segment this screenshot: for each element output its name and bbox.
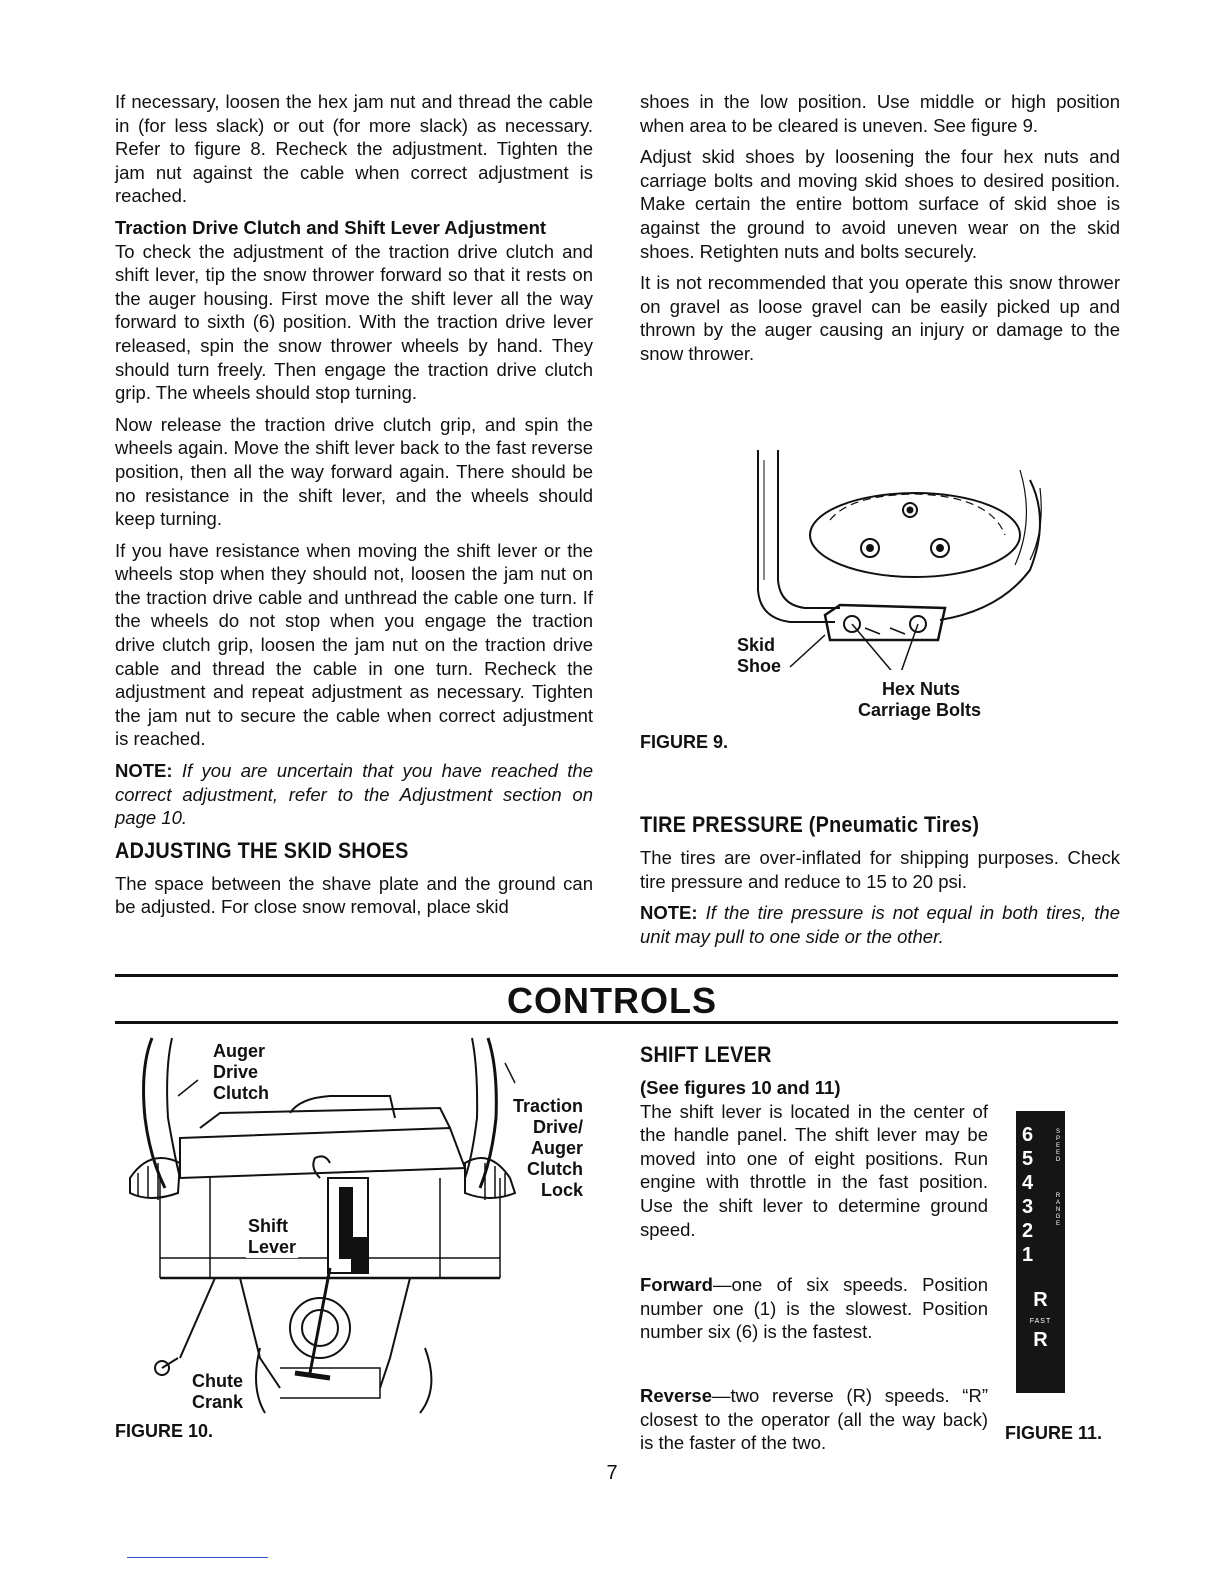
left-column <box>115 90 593 919</box>
skid-adjust-paragraph: Adjust skid shoes by loosening the four hex nuts and carriage bolts and moving skid shoes to desired position. Make certain the entire bottom surface of skid shoe is against the ground to avoid uneven wear on the skid shoes. Retighten nuts and bolts securely. <box>640 146 1120 262</box>
shift-lever-paragraph: The shift lever is located in the center of the handle panel. The shift lever may be moved into one of eight positions. Run engine with throttle in the fast position. Use the shift lever to determine ground speed. <box>640 1100 988 1240</box>
tire-pressure-note <box>640 901 1120 948</box>
speed-4: 4 <box>1022 1172 1034 1194</box>
reverse-text: —two reverse (R) speeds. “R” closest to the operator (all the way back) is the faster of the two. <box>640 1384 988 1454</box>
shift-lever-subheading: (See figures 10 and 11) <box>640 1077 841 1098</box>
traction-adjust-heading: Traction Drive Clutch and Shift Lever Adjustment <box>115 216 547 238</box>
gravel-paragraph: It is not recommended that you operate this snow thrower on gravel as loose gravel can be easily picked up and thrown by the auger causing an injury or damage to the snow thrower. <box>640 272 1120 364</box>
figure-10-caption: FIGURE 10. <box>115 1421 214 1441</box>
figure-10-label-chute-crank: Chute Crank <box>192 1371 244 1412</box>
intro-paragraph: If necessary, loosen the hex jam nut and thread the cable in (for less slack) or out (for more slack) as necessary. Refer to figure 8. Recheck the adjustment. Tighten the jam nut against the cable when correct adjustment is reached. <box>115 91 593 207</box>
traction-adjust-paragraph-3: If you have resistance when moving the shift lever or the wheels stop when they should not, loosen the jam nut on the traction drive cable and unthread the cable one turn. If the wheels do not stop when you engage the traction drive clutch grip, loosen the jam nut on the traction drive cable and thread the cable in one turn. Recheck the adjustment and repeat adjustment as necessary. Tighten the jam nut to secure the cable when correct adjustment is reached. <box>115 539 593 750</box>
figure-10-handle-panel-diagram <box>120 1028 540 1428</box>
skid-shoes-heading: ADJUSTING THE SKID SHOES <box>115 837 409 863</box>
reverse-2: R <box>1033 1329 1048 1351</box>
reverse-label: Reverse <box>640 1384 713 1406</box>
fast-label: FAST <box>1029 1318 1052 1325</box>
footer-link-line <box>127 1557 268 1558</box>
note-text: If you are uncertain that you have reached the correct adjustment, refer to the Adjustment section on page 10. <box>115 760 594 829</box>
controls-top-rule <box>115 974 1118 977</box>
tire-pressure-heading: TIRE PRESSURE (Pneumatic Tires) <box>640 812 980 837</box>
figure-10-label-traction-drive-auger-clutch-lock: Traction Drive/ Auger Clutch Lock <box>513 1096 584 1200</box>
page-number: 7 <box>606 1462 618 1484</box>
figure-9-caption: FIGURE 9. <box>640 732 729 752</box>
right-column-top <box>640 90 1120 374</box>
skid-shoes-paragraph: The space between the shave plate and the ground can be adjusted. For close snow removal, place skid <box>115 872 593 918</box>
figure-10-label-auger-drive-clutch: Auger Drive Clutch <box>213 1041 269 1103</box>
note-label: NOTE: <box>115 760 173 782</box>
speed-word: S P E E D <box>1055 1129 1061 1163</box>
traction-adjust-paragraph-2: Now release the traction drive clutch grip, and spin the wheels again. Move the shift lever back to the fast reverse position, then all the way forward again. There should be no resistance in the shift lever, and the wheels should keep turning. <box>115 413 593 530</box>
controls-title: CONTROLS <box>507 980 717 1021</box>
figure-9-label-carriage-bolts: Carriage Bolts <box>858 700 982 720</box>
figure-9-label-hex-nuts: Hex Nuts <box>882 679 961 699</box>
speed-2: 2 <box>1022 1220 1034 1242</box>
note-label: NOTE: <box>640 902 698 924</box>
range-word: R A N G E <box>1055 1193 1061 1227</box>
figure-9-label-skid-shoe: Skid Shoe <box>737 635 782 676</box>
speed-1: 1 <box>1022 1244 1034 1266</box>
shift-lever-heading: SHIFT LEVER <box>640 1042 772 1067</box>
speed-3: 3 <box>1022 1196 1034 1218</box>
reverse-paragraph <box>640 1384 988 1455</box>
reverse-1: R <box>1033 1289 1048 1311</box>
traction-adjust-paragraph-1: To check the adjustment of the traction drive clutch and shift lever, tip the snow thrower forward so that it rests on the auger housing. First move the shift lever all the way forward to sixth (6) position. With the traction drive lever released, spin the snow thrower wheels by hand. They should turn freely. Then engage the traction drive clutch grip. The wheels should stop turning. <box>115 240 593 404</box>
skid-shoes-continued: shoes in the low position. Use middle or high position when area to be cleared is uneven. See figure 9. <box>640 91 1120 136</box>
shift-lever-section <box>640 1042 988 1455</box>
adjustment-note <box>115 759 593 830</box>
forward-paragraph <box>640 1273 988 1344</box>
forward-label: Forward <box>640 1274 713 1296</box>
right-column-tire-pressure <box>640 812 1120 948</box>
figure-11-caption: FIGURE 11. <box>1005 1423 1103 1443</box>
speed-6: 6 <box>1022 1124 1034 1146</box>
speed-5: 5 <box>1022 1148 1034 1170</box>
note-text: If the tire pressure is not equal in both tires, the unit may pull to one side or the other. <box>640 902 1120 947</box>
forward-text: —one of six speeds. Position number one (1) is the slowest. Position number six (6) is the fastest. <box>640 1274 988 1343</box>
tire-pressure-paragraph: The tires are over-inflated for shipping purposes. Check tire pressure and reduce to 15 to 20 psi. <box>640 847 1120 892</box>
controls-bottom-rule <box>115 1021 1118 1024</box>
figure-10-label-shift-lever: Shift Lever <box>248 1216 297 1257</box>
figure-11-shift-panel <box>1016 1111 1065 1393</box>
